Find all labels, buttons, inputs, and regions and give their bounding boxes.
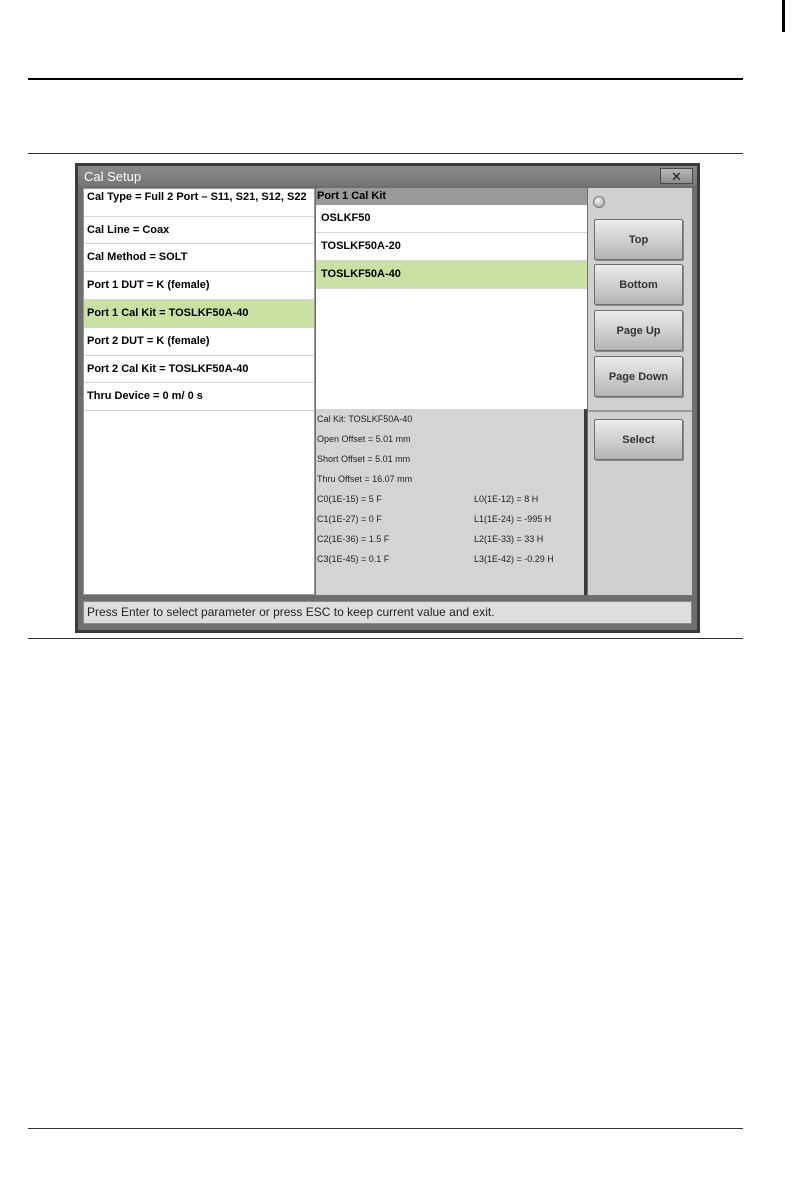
param-label: Cal Line = Coax	[87, 224, 170, 236]
info-panel-scrollbar[interactable]	[584, 409, 587, 595]
cal-setup-dialog	[78, 166, 697, 630]
footer-rule	[28, 1128, 743, 1129]
param-item-port1-dut[interactable]	[84, 272, 314, 300]
param-label: Cal Method = SOLT	[87, 251, 188, 263]
param-item-cal-method[interactable]	[84, 244, 314, 272]
kit-info-l0: L0(1E-12) = 8 H	[474, 494, 539, 504]
kit-info-c2: C2(1E-36) = 1.5 F	[317, 534, 390, 544]
kit-item-toslkf50a-40[interactable]	[316, 261, 587, 289]
param-label: Port 1 Cal Kit = TOSLKF50A-40	[87, 307, 249, 319]
param-label: Port 2 DUT = K (female)	[87, 335, 210, 347]
dialog-title: Cal Setup	[84, 169, 142, 184]
kit-info-c1: C1(1E-27) = 0 F	[317, 514, 382, 524]
close-button[interactable]	[660, 168, 693, 184]
param-item-port1-cal-kit[interactable]	[84, 300, 314, 328]
cal-kit-list	[316, 205, 587, 409]
parameter-list	[83, 188, 315, 595]
kit-info-panel	[316, 409, 584, 595]
page-down-button[interactable]: Page Down	[594, 356, 683, 397]
param-item-thru-device[interactable]	[84, 383, 314, 411]
kit-label: OSLKF50	[321, 212, 371, 224]
kit-info-l1: L1(1E-24) = -995 H	[474, 514, 552, 524]
figure-bottom-rule	[28, 638, 743, 639]
kit-list-header: Port 1 Cal Kit	[316, 188, 587, 205]
kit-label: TOSLKF50A-20	[321, 240, 401, 252]
close-icon: ✕	[671, 168, 682, 184]
param-item-port2-cal-kit[interactable]	[84, 356, 314, 383]
param-label: Cal Type = Full 2 Port – S11, S21, S12, S22	[87, 191, 307, 203]
dialog-titlebar	[78, 166, 697, 186]
page-corner-mark	[782, 0, 785, 32]
kit-info-c3: C3(1E-45) = 0.1 F	[317, 554, 390, 564]
kit-info-name: Cal Kit: TOSLKF50A-40	[317, 414, 413, 424]
kit-info-l2: L2(1E-33) = 33 H	[474, 534, 544, 544]
kit-item-oslkf50[interactable]	[316, 205, 587, 233]
kit-info-open-offset: Open Offset = 5.01 mm	[317, 434, 411, 444]
status-indicator-icon	[593, 196, 605, 208]
kit-label: TOSLKF50A-40	[321, 268, 401, 280]
param-item-port2-dut[interactable]	[84, 328, 314, 356]
param-label: Port 1 DUT = K (female)	[87, 279, 210, 291]
status-bar: Press Enter to select parameter or press ESC to keep current value and exit.	[83, 601, 692, 624]
kit-info-short-offset: Short Offset = 5.01 mm	[317, 454, 411, 464]
kit-info-c0: C0(1E-15) = 5 F	[317, 494, 382, 504]
page-up-button[interactable]: Page Up	[594, 310, 683, 351]
param-item-cal-line[interactable]	[84, 217, 314, 244]
bottom-button[interactable]: Bottom	[594, 264, 683, 305]
kit-info-l3: L3(1E-42) = -0.29 H	[474, 554, 554, 564]
param-label: Thru Device = 0 m/ 0 s	[87, 390, 203, 402]
kit-item-toslkf50a-20[interactable]	[316, 233, 587, 261]
button-panel-divider	[588, 410, 692, 412]
kit-info-thru-offset: Thru Offset = 16.07 mm	[317, 474, 413, 484]
figure-top-rule	[28, 153, 743, 154]
select-button[interactable]: Select	[594, 419, 683, 460]
param-item-cal-type[interactable]	[84, 189, 314, 217]
button-panel	[588, 188, 692, 595]
top-button[interactable]: Top	[594, 219, 683, 260]
param-label: Port 2 Cal Kit = TOSLKF50A-40	[87, 363, 249, 375]
header-rule	[28, 78, 743, 80]
